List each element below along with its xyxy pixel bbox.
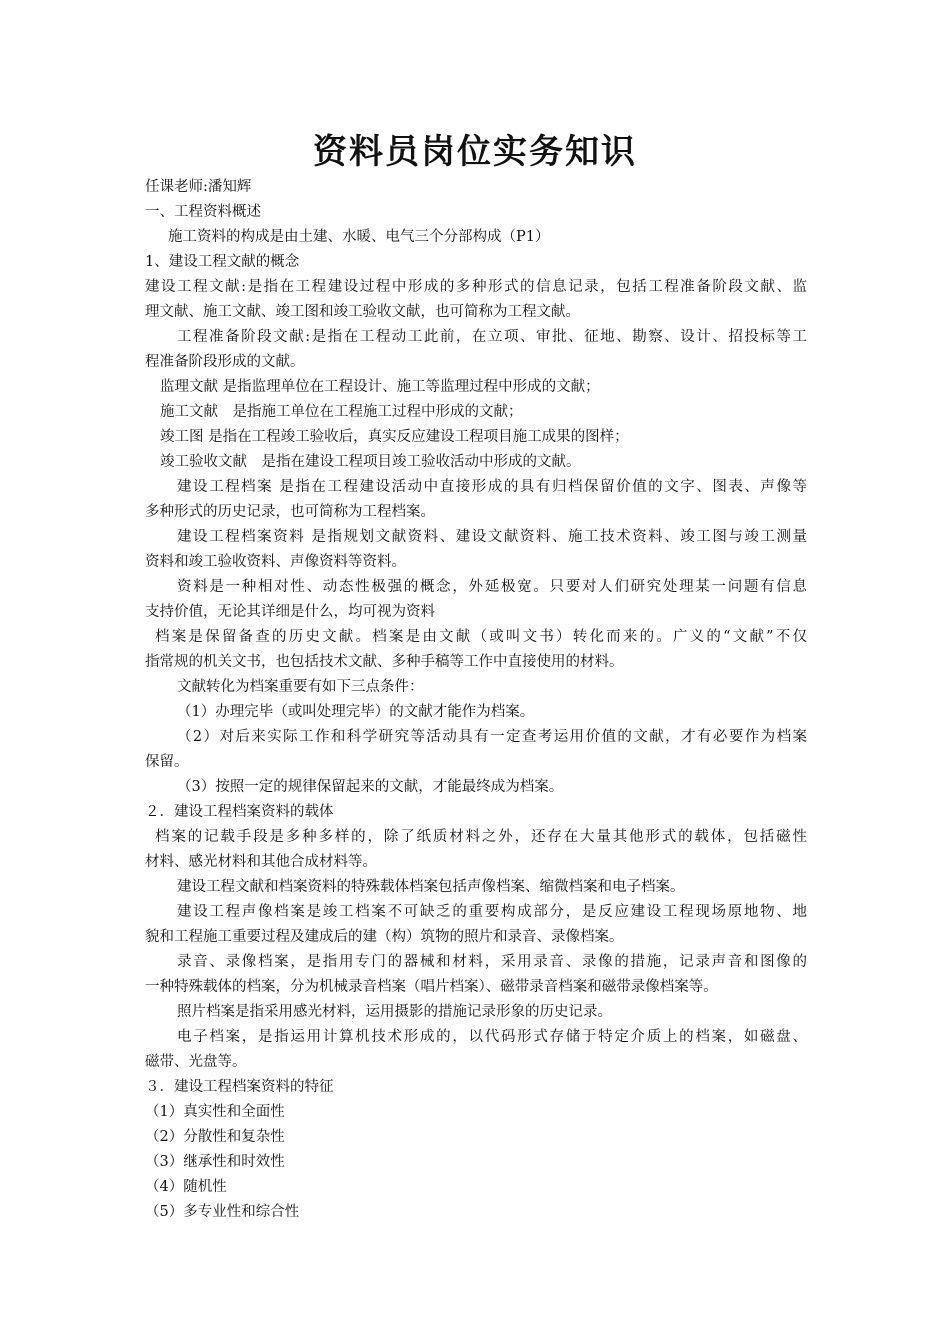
paragraph-line: 建设工程声像档案是竣工档案不可缺乏的重要构成部分，是反应建设工程现场原地物、地 bbox=[177, 904, 807, 920]
list-item: （3）继承性和时效性 bbox=[145, 1154, 285, 1170]
paragraph-line: 竣工图 是指在工程竣工验收后，真实反应建设工程项目施工成果的图样； bbox=[160, 429, 629, 445]
paragraph-line: 多种形式的历史记录，也可简称为工程档案。 bbox=[145, 504, 435, 520]
paragraph-line: 建设工程档案 是指在工程建设活动中直接形成的具有归档保留价值的文字、图表、声像等 bbox=[177, 479, 807, 495]
paragraph-line: 理文献、施工文献、竣工图和竣工验收文献，也可简称为工程文献。 bbox=[145, 304, 580, 320]
document-title: 资料员岗位实务知识 bbox=[313, 132, 637, 172]
paragraph-line: 文献转化为档案重要有如下三点条件： bbox=[177, 679, 424, 695]
list-item: （4）随机性 bbox=[145, 1179, 227, 1195]
instructor-line: 任课老师:潘知辉 bbox=[145, 179, 252, 195]
paragraph-line: 照片档案是指采用感光材料，运用摄影的措施记录形象的历史记录。 bbox=[177, 1004, 612, 1020]
paragraph-line: 施工文献 是指施工单位在工程施工过程中形成的文献； bbox=[160, 404, 523, 420]
paragraph-line: 资料是一种相对性、动态性极强的概念，外延极宽。只要对人们研究处理某一问题有信息 bbox=[177, 579, 807, 595]
paragraph-line: 电子档案，是指运用计算机技术形成的，以代码形式存储于特定介质上的档案，如磁盘、 bbox=[177, 1029, 807, 1045]
list-item: （5）多专业性和综合性 bbox=[145, 1204, 300, 1220]
subsection-heading: 1、建设工程文献的概念 bbox=[145, 254, 300, 270]
list-item: （1）办理完毕（或叫处理完毕）的文献才能作为档案。 bbox=[177, 704, 535, 720]
paragraph-line: 录音、录像档案，是指用专门的器械和材料，采用录音、录像的措施，记录声音和图像的 bbox=[177, 954, 807, 970]
paragraph-line: 监理文献 是指监理单位在工程设计、施工等监理过程中形成的文献； bbox=[160, 379, 600, 395]
list-item: （3）按照一定的规律保留起来的文献，才能最终成为档案。 bbox=[177, 779, 564, 795]
list-item: （2）分散性和复杂性 bbox=[145, 1129, 285, 1145]
paragraph-line: 建设工程文献:是指在工程建设过程中形成的多种形式的信息记录，包括工程准备阶段文献、监 bbox=[145, 279, 807, 295]
paragraph-line: 磁带、光盘等。 bbox=[145, 1054, 247, 1070]
paragraph-line: 一种特殊载体的档案，分为机械录音档案（唱片档案）、磁带录音档案和磁带录像档案等。 bbox=[145, 979, 718, 995]
paragraph-line: 貌和工程施工重要过程及建成后的建（构）筑物的照片和录音、录像档案。 bbox=[145, 929, 624, 945]
list-item: （2）对后来实际工作和科学研究等活动具有一定查考运用价值的文献，才有必要作为档案 bbox=[177, 729, 807, 745]
paragraph-line: 工程准备阶段文献:是指在工程动工此前，在立项、审批、征地、勘察、设计、招投标等工 bbox=[177, 329, 807, 345]
paragraph-line: 程准备阶段形成的文献。 bbox=[145, 354, 305, 370]
list-item: （1）真实性和全面性 bbox=[145, 1104, 285, 1120]
paragraph-line: 指常规的机关文书，也包括技术文献、多种手稿等工作中直接使用的材料。 bbox=[145, 654, 624, 670]
paragraph-line: 资料和竣工验收资料、声像资料等资料。 bbox=[145, 554, 406, 570]
paragraph-line: 施工资料的构成是由土建、水暖、电气三个分部构成（P1） bbox=[168, 229, 550, 245]
paragraph-line: 建设工程文献和档案资料的特殊载体档案包括声像档案、缩微档案和电子档案。 bbox=[177, 879, 685, 895]
paragraph-line: 竣工验收文献 是指在建设工程项目竣工验收活动中形成的文献。 bbox=[160, 454, 581, 470]
section-heading: 一、工程资料概述 bbox=[145, 204, 261, 220]
paragraph-line: 材料、感光材料和其他合成材料等。 bbox=[145, 854, 377, 870]
paragraph-line: 支持价值，无论其详细是什么，均可视为资料 bbox=[145, 604, 435, 620]
subsection-heading: ２．建设工程档案资料的载体 bbox=[145, 804, 334, 820]
list-item: 保留。 bbox=[145, 754, 189, 770]
paragraph-line: 档案是保留备查的历史文献。档案是由文献（或叫文书）转化而来的。广义的“文献”不仅 bbox=[155, 629, 807, 645]
paragraph-line: 建设工程档案资料 是指规划文献资料、建设文献资料、施工技术资料、竣工图与竣工测量 bbox=[177, 529, 807, 545]
paragraph-line: 档案的记载手段是多种多样的，除了纸质材料之外，还存在大量其他形式的载体，包括磁性 bbox=[155, 829, 807, 845]
subsection-heading: ３．建设工程档案资料的特征 bbox=[145, 1079, 334, 1095]
